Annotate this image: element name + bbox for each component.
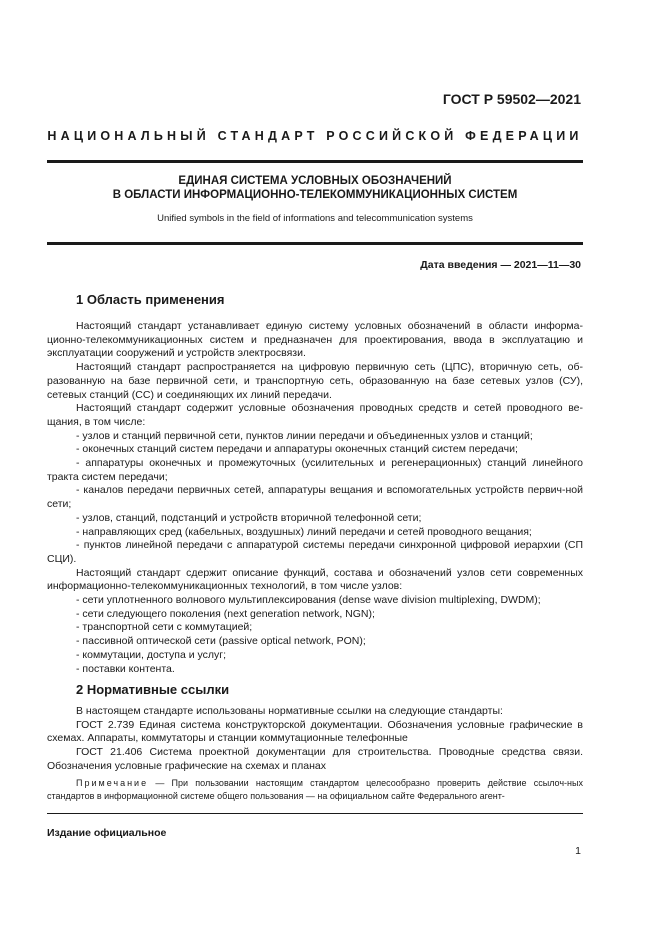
paragraph: Настоящий стандарт сдержит описание функций, состава и обозначений узлов сети современных информационно-телекоммуникационных технологий, в том числе узлов: [47, 566, 583, 593]
title-line-2: В ОБЛАСТИ ИНФОРМАЦИОННО-ТЕЛЕКОММУНИКАЦИОННЫХ СИСТЕМ [112, 189, 518, 201]
section-1-body [47, 320, 583, 676]
list-item: - сети следующего поколения (next generation network, NGN); [76, 607, 375, 620]
top-rule [47, 160, 583, 163]
paragraph: Настоящий стандарт содержит условные обозначения проводных средств и сетей проводного ве-щания, в том числе: [47, 402, 583, 428]
list-item: - узлов и станций первичной сети, пунктов линии передачи и объединенных узлов и станций; [76, 429, 533, 442]
list-item: - каналов передачи первичных сетей, аппаратуры вещания и вспомогательных устройств первич-ной сети; [47, 484, 583, 511]
list-item: - направляющих сред (кабельных, воздушных) линий передачи и сетей проводного вещания; [76, 525, 532, 538]
title-line-1: ЕДИНАЯ СИСТЕМА УСЛОВНЫХ ОБОЗНАЧЕНИЙ [178, 175, 452, 187]
note-text: — При пользовании настоящим стандартом целесообразно проверить действие ссылоч-ных стандартов в информационной системе общего пользования — на официальном сайте Федерального агент- [47, 778, 583, 801]
list-item: - оконечных станций систем передачи и аппаратуры оконечных станций систем передачи; [76, 443, 518, 456]
list-item: - поставки контента. [76, 662, 175, 675]
list-item: - транспортной сети с коммутацией; [76, 621, 253, 634]
national-standard-heading: НАЦИОНАЛЬНЫЙ СТАНДАРТ РОССИЙСКОЙ ФЕДЕРАЦИИ [47, 129, 583, 143]
list-item: - узлов, станций, подстанций и устройств вторичной телефонной сети; [76, 511, 422, 524]
list-item: - аппаратуры оконечных и промежуточных (усилительных и регенерационных) станций линейного тракта систем передачи; [47, 457, 583, 483]
reference-item: ГОСТ 2.739 Единая система конструкторской документации. Обозначения условные графические в схемах. Аппараты, коммутаторы и станции коммутационные телефонные [47, 718, 583, 745]
official-edition: Издание официальное [47, 827, 167, 839]
section-2-body [47, 705, 583, 774]
title-bottom-rule [47, 242, 583, 245]
paragraph: Настоящий стандарт устанавливает единую систему условных обозначений в области информа-ционно-телекоммуникационных систем и предназначен для проектирования, ввода в эксплуатацию и эксплуатации сооружений и устройств электросвязи. [47, 320, 583, 360]
paragraph: В настоящем стандарте использованы нормативные ссылки на следующие стандарты: [76, 705, 503, 717]
list-item: - коммутации, доступа и услуг; [76, 648, 227, 661]
section-1-heading: 1 Область применения [76, 292, 225, 307]
footer-rule [47, 813, 583, 814]
english-title: Unified symbols in the field of informations and telecommunication systems [157, 213, 473, 224]
list-item: - сети уплотненного волнового мультиплексирования (dense wave division multiplexing, DWDM); [76, 594, 541, 607]
page-number: 1 [575, 845, 581, 857]
standard-number: ГОСТ Р 59502—2021 [442, 91, 581, 107]
section-2-heading: 2 Нормативные ссылки [76, 682, 230, 697]
introduction-date: Дата введения — 2021—11—30 [420, 259, 581, 271]
list-item: - пассивной оптической сети (passive optical network, PON); [76, 635, 366, 648]
paragraph: Настоящий стандарт распространяется на цифровую первичную сеть (ЦПС), вторичную сеть, об-разованную на базе первичной сети, и транспортную сеть, образованную на базе сетевых узлов (СУ), сетевых станций (СС) и соединяющих их линий передачи. [47, 361, 583, 401]
note [47, 777, 583, 803]
reference-item: ГОСТ 21.406 Система проектной документации для строительства. Проводные средства связи. Обозначения условные графические на схемах и планах [47, 746, 583, 772]
note-label: Примечание [76, 778, 149, 788]
list-item: - пунктов линейной передачи с аппаратурой системы передачи синхронной цифровой иерархии (СП СЦИ). [47, 539, 583, 565]
